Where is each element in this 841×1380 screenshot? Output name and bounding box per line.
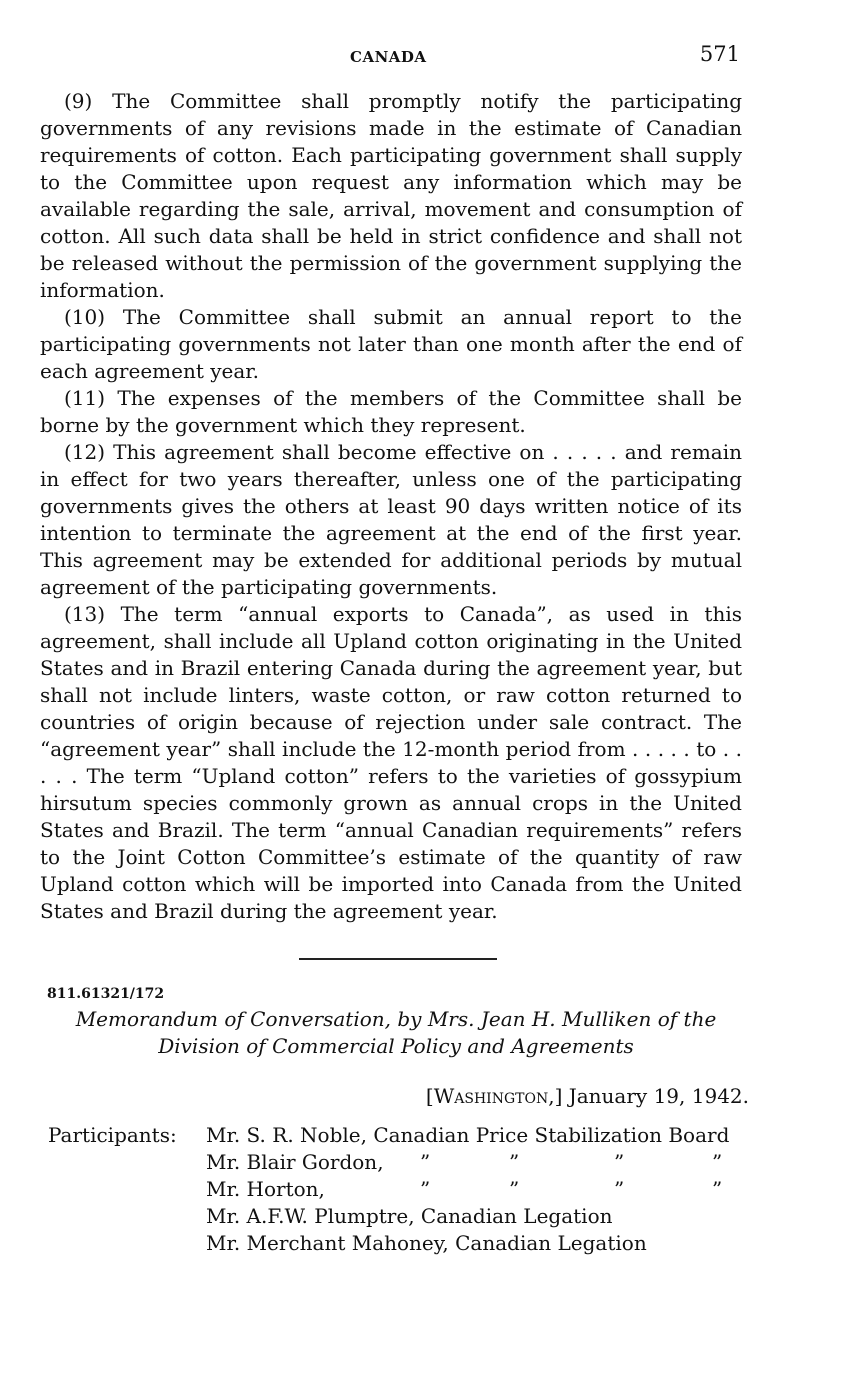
participant-item bbox=[206, 1176, 754, 1203]
paragraph-12: (12) This agreement shall become effective on . . . . . and remain in effect for two years thereafter, unless one of the participating governments gives the others at least 90 days written notice of its intention to terminate the agreement at the end of the first year. This agreement may be extended for additional periods by mutual agreement of the participating governments. bbox=[40, 440, 742, 599]
participant-name: Mr. Horton, bbox=[206, 1177, 325, 1201]
ditto-mark: ” bbox=[614, 1150, 625, 1174]
paragraph-13: (13) The term “annual exports to Canada”, as used in this agreement, shall include all Upland cotton originating in the United States and in Brazil entering Canada during the agreement year, but shall not include linters, waste cotton, or raw cotton returned to countries of origin because of rejection under sale contract. The “agreement year” shall include the 12-month period from . . . . . to . . . . . The term “Upland cotton” refers to the varieties of gossypium hirsutum species commonly grown as annual crops in the United States and Brazil. The term “annual Canadian requirements” refers to the Joint Cotton Committee’s estimate of the quantity of raw Upland cotton which will be imported into Canada from the United States and Brazil during the agreement year. bbox=[40, 602, 742, 923]
participant-item bbox=[206, 1149, 754, 1176]
ditto-mark: ” bbox=[712, 1150, 723, 1174]
participants-list bbox=[206, 1122, 754, 1257]
participant-item bbox=[206, 1203, 754, 1230]
dateline-date: January 19, 1942. bbox=[562, 1084, 749, 1108]
dateline-place: [Washington,] bbox=[425, 1084, 563, 1108]
ditto-mark: ” bbox=[509, 1150, 520, 1174]
paragraph-10: (10) The Committee shall submit an annual report to the participating governments not later than one month after the end of each agreement year. bbox=[40, 305, 742, 383]
section-divider bbox=[299, 958, 497, 960]
participant-name: Mr. Merchant Mahoney, Canadian Legation bbox=[206, 1231, 647, 1255]
ditto-mark: ” bbox=[420, 1150, 431, 1174]
ditto-mark: ” bbox=[509, 1177, 520, 1201]
participants-label: Participants: bbox=[48, 1123, 177, 1147]
dateline bbox=[426, 1084, 749, 1108]
ditto-mark: ” bbox=[614, 1177, 625, 1201]
participant-name: Mr. A.F.W. Plumptre, Canadian Legation bbox=[206, 1204, 613, 1228]
page-header bbox=[40, 42, 740, 72]
participant-name: Mr. S. R. Noble, Canadian Price Stabilization Board bbox=[206, 1123, 730, 1147]
paragraph-9: (9) The Committee shall promptly notify the participating governments of any revisions made in the estimate of Canadian requirements of cotton. Each participating government shall supply to the Committee upon request any information which may be available regarding the sale, arrival, movement and consumption of cotton. All such data shall be held in strict confidence and shall not be released without the permission of the government supplying the information. bbox=[40, 89, 742, 302]
ditto-mark: ” bbox=[420, 1177, 431, 1201]
page-number: 571 bbox=[699, 42, 740, 66]
participant-item bbox=[206, 1122, 754, 1149]
file-number: 811.61321/172 bbox=[47, 986, 165, 1002]
running-head: CANADA bbox=[350, 48, 427, 66]
memo-title-line-2: Division of Commercial Policy and Agreements bbox=[158, 1034, 634, 1058]
memo-title-line-1: Memorandum of Conversation, by Mrs. Jean H. Mulliken of the bbox=[75, 1007, 717, 1031]
paragraph-11: (11) The expenses of the members of the Committee shall be borne by the government which they represent. bbox=[40, 386, 742, 437]
participant-name: Mr. Blair Gordon, bbox=[206, 1150, 384, 1174]
memo-title bbox=[46, 1006, 746, 1060]
agreement-text bbox=[40, 88, 742, 925]
participant-item bbox=[206, 1230, 754, 1257]
ditto-mark: ” bbox=[712, 1177, 723, 1201]
